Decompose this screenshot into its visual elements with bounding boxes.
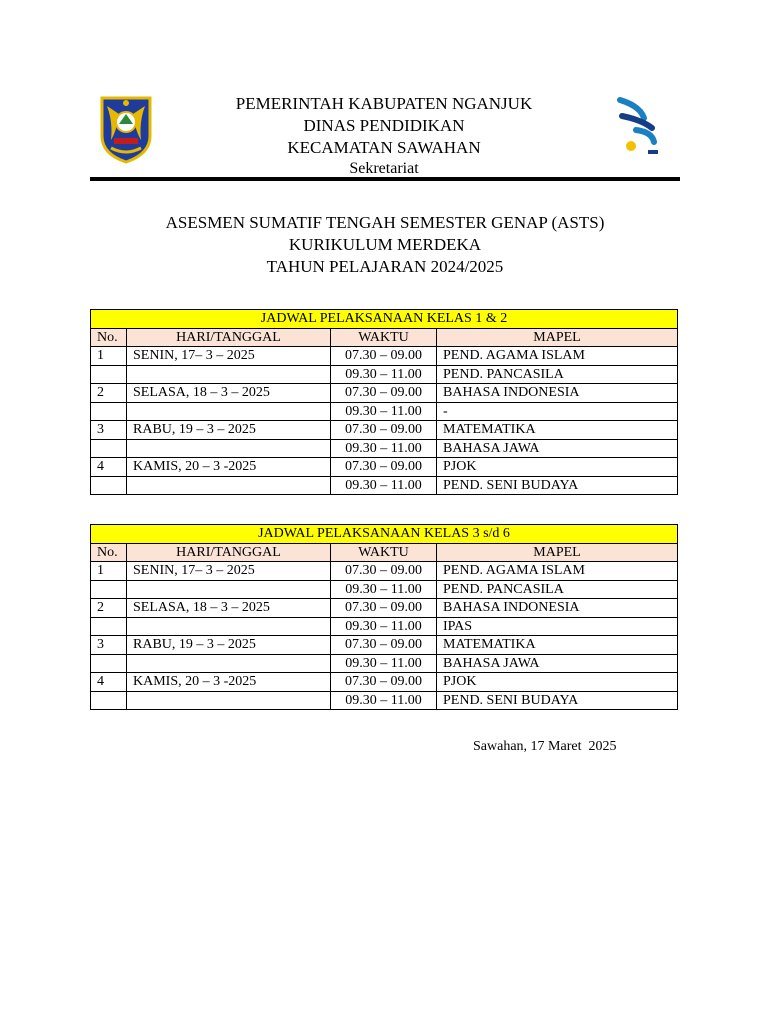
table-row bbox=[91, 365, 678, 384]
cell-mapel: IPAS bbox=[437, 617, 678, 636]
cell-waktu: 09.30 – 11.00 bbox=[331, 365, 437, 384]
table-caption: JADWAL PELAKSANAAN KELAS 3 s/d 6 bbox=[91, 525, 678, 544]
cell-mapel: BAHASA JAWA bbox=[437, 439, 678, 458]
cell-no bbox=[91, 476, 127, 495]
table-row bbox=[91, 476, 678, 495]
table-row bbox=[91, 402, 678, 421]
cell-hari bbox=[127, 691, 331, 710]
cell-waktu: 07.30 – 09.00 bbox=[331, 599, 437, 618]
nganjuk-emblem-icon bbox=[97, 92, 155, 164]
table-row bbox=[91, 673, 678, 692]
cell-no: 2 bbox=[91, 599, 127, 618]
cell-mapel: PEND. PANCASILA bbox=[437, 365, 678, 384]
cell-no: 3 bbox=[91, 636, 127, 655]
cell-no: 2 bbox=[91, 384, 127, 403]
title-line-3: TAHUN PELAJARAN 2024/2025 bbox=[266, 257, 504, 276]
cell-no bbox=[91, 691, 127, 710]
cell-hari bbox=[127, 617, 331, 636]
cell-waktu: 09.30 – 11.00 bbox=[331, 439, 437, 458]
cell-hari: RABU, 19 – 3 – 2025 bbox=[127, 636, 331, 655]
document-title bbox=[90, 212, 680, 278]
cell-waktu: 09.30 – 11.00 bbox=[331, 402, 437, 421]
cell-waktu: 09.30 – 11.00 bbox=[331, 691, 437, 710]
cell-mapel: PEND. AGAMA ISLAM bbox=[437, 347, 678, 366]
letterhead-line-3: KECAMATAN SAWAHAN bbox=[287, 138, 481, 157]
column-header-no: No. bbox=[91, 328, 127, 347]
cell-no bbox=[91, 402, 127, 421]
column-header-mapel: MAPEL bbox=[437, 543, 678, 562]
letterhead-divider bbox=[90, 177, 680, 181]
cell-no bbox=[91, 654, 127, 673]
cell-no: 1 bbox=[91, 562, 127, 581]
cell-mapel: MATEMATIKA bbox=[437, 421, 678, 440]
cell-waktu: 07.30 – 09.00 bbox=[331, 562, 437, 581]
cell-waktu: 07.30 – 09.00 bbox=[331, 458, 437, 477]
column-header-hari-tanggal: HARI/TANGGAL bbox=[127, 328, 331, 347]
column-header-no: No. bbox=[91, 543, 127, 562]
cell-mapel: - bbox=[437, 402, 678, 421]
cell-mapel: PJOK bbox=[437, 673, 678, 692]
table-row bbox=[91, 691, 678, 710]
table-row bbox=[91, 599, 678, 618]
cell-mapel: PEND. SENI BUDAYA bbox=[437, 476, 678, 495]
cell-mapel: BAHASA INDONESIA bbox=[437, 599, 678, 618]
title-line-2: KURIKULUM MERDEKA bbox=[288, 235, 482, 254]
cell-no bbox=[91, 580, 127, 599]
cell-hari: RABU, 19 – 3 – 2025 bbox=[127, 421, 331, 440]
cell-no bbox=[91, 365, 127, 384]
cell-no: 3 bbox=[91, 421, 127, 440]
table-row bbox=[91, 562, 678, 581]
cell-hari: SENIN, 17– 3 – 2025 bbox=[127, 562, 331, 581]
table-row bbox=[91, 654, 678, 673]
cell-hari bbox=[127, 476, 331, 495]
cell-hari bbox=[127, 580, 331, 599]
cell-mapel: MATEMATIKA bbox=[437, 636, 678, 655]
cell-hari: SENIN, 17– 3 – 2025 bbox=[127, 347, 331, 366]
cell-mapel: BAHASA JAWA bbox=[437, 654, 678, 673]
cell-no: 1 bbox=[91, 347, 127, 366]
letterhead-line-2: DINAS PENDIDIKAN bbox=[303, 116, 465, 135]
table-row bbox=[91, 636, 678, 655]
signoff-place-date: Sawahan, 17 Maret 2025 bbox=[473, 739, 617, 754]
cell-mapel: PEND. PANCASILA bbox=[437, 580, 678, 599]
column-header-waktu: WAKTU bbox=[331, 543, 437, 562]
cell-waktu: 07.30 – 09.00 bbox=[331, 673, 437, 692]
letterhead bbox=[150, 93, 618, 179]
cell-hari: SELASA, 18 – 3 – 2025 bbox=[127, 599, 331, 618]
cell-hari bbox=[127, 402, 331, 421]
cell-hari bbox=[127, 365, 331, 384]
cell-no bbox=[91, 617, 127, 636]
tut-wuri-handayani-icon bbox=[614, 96, 662, 158]
table-caption: JADWAL PELAKSANAAN KELAS 1 & 2 bbox=[91, 310, 678, 329]
schedule-table-kelas-1-2 bbox=[90, 309, 678, 495]
cell-mapel: PEND. AGAMA ISLAM bbox=[437, 562, 678, 581]
table-row bbox=[91, 458, 678, 477]
cell-mapel: PEND. SENI BUDAYA bbox=[437, 691, 678, 710]
column-header-waktu: WAKTU bbox=[331, 328, 437, 347]
cell-no: 4 bbox=[91, 458, 127, 477]
cell-waktu: 09.30 – 11.00 bbox=[331, 617, 437, 636]
table-row bbox=[91, 421, 678, 440]
letterhead-line-1: PEMERINTAH KABUPATEN NGANJUK bbox=[235, 94, 533, 113]
cell-hari bbox=[127, 439, 331, 458]
table-row bbox=[91, 347, 678, 366]
cell-waktu: 07.30 – 09.00 bbox=[331, 384, 437, 403]
schedule-table-kelas-3-6 bbox=[90, 524, 678, 710]
cell-no: 4 bbox=[91, 673, 127, 692]
cell-waktu: 09.30 – 11.00 bbox=[331, 654, 437, 673]
column-header-mapel: MAPEL bbox=[437, 328, 678, 347]
cell-waktu: 07.30 – 09.00 bbox=[331, 347, 437, 366]
cell-waktu: 09.30 – 11.00 bbox=[331, 476, 437, 495]
letterhead-subline: Sekretariat bbox=[349, 160, 419, 177]
table-row bbox=[91, 617, 678, 636]
column-header-hari-tanggal: HARI/TANGGAL bbox=[127, 543, 331, 562]
cell-waktu: 07.30 – 09.00 bbox=[331, 636, 437, 655]
cell-waktu: 07.30 – 09.00 bbox=[331, 421, 437, 440]
title-line-1: ASESMEN SUMATIF TENGAH SEMESTER GENAP (ASTS) bbox=[165, 213, 605, 232]
cell-waktu: 09.30 – 11.00 bbox=[331, 580, 437, 599]
cell-hari: KAMIS, 20 – 3 -2025 bbox=[127, 673, 331, 692]
cell-mapel: BAHASA INDONESIA bbox=[437, 384, 678, 403]
cell-hari bbox=[127, 654, 331, 673]
table-row bbox=[91, 580, 678, 599]
cell-mapel: PJOK bbox=[437, 458, 678, 477]
cell-no bbox=[91, 439, 127, 458]
cell-hari: SELASA, 18 – 3 – 2025 bbox=[127, 384, 331, 403]
table-row bbox=[91, 384, 678, 403]
table-row bbox=[91, 439, 678, 458]
cell-hari: KAMIS, 20 – 3 -2025 bbox=[127, 458, 331, 477]
